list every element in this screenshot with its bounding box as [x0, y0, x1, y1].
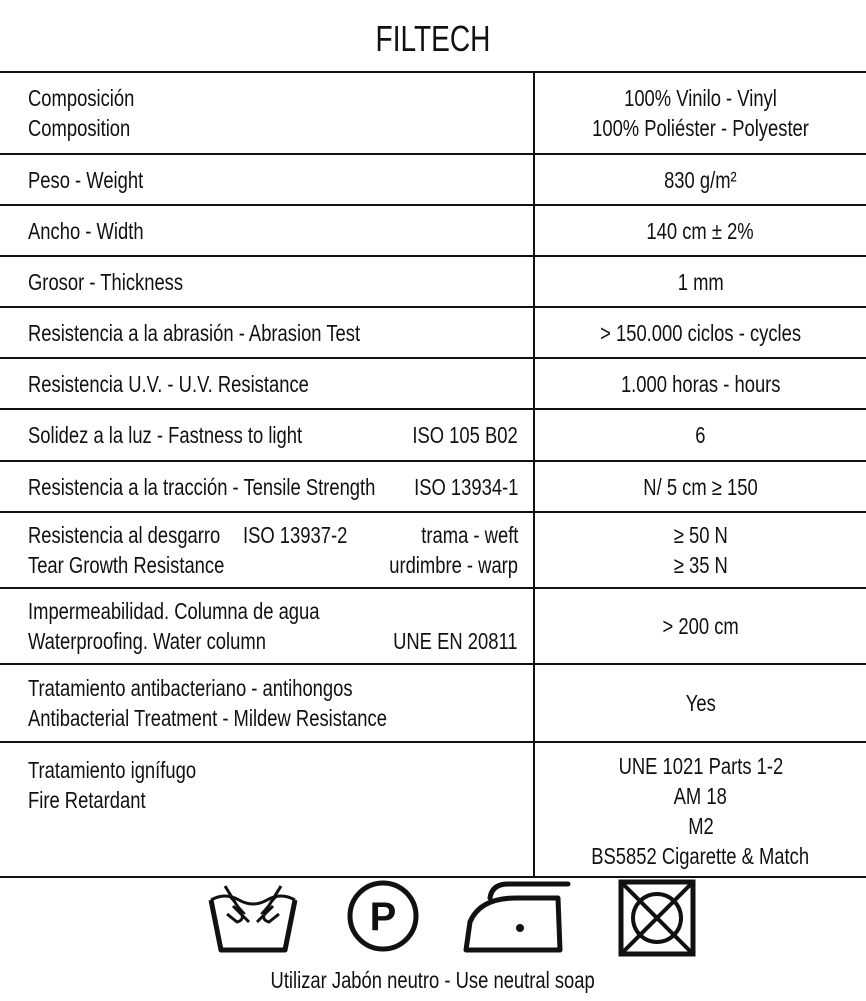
- value-line: 1 mm: [677, 268, 724, 295]
- value-line: 140 cm ± 2%: [646, 217, 755, 244]
- norm-code: ISO 105 B02: [412, 422, 518, 448]
- row-label: [28, 308, 528, 357]
- value-line: 1.000 horas - hours: [620, 370, 781, 397]
- label: Resistencia a la tracción - Tensile Strength: [28, 473, 376, 500]
- value-line: BS5852 Cigarette & Match: [591, 843, 810, 869]
- value-line: 100% Poliéster - Polyester: [592, 115, 809, 141]
- label-en: Composition: [28, 115, 131, 141]
- norm-code: ISO 13934-1: [413, 473, 518, 500]
- table-row-antibacterial: [0, 663, 866, 741]
- row-value: [535, 359, 866, 408]
- row-value: [535, 743, 866, 876]
- row-value: [535, 206, 866, 255]
- label-en: Fire Retardant: [28, 787, 146, 813]
- value-line: 830 g/m²: [664, 166, 737, 193]
- row-label: [28, 462, 528, 511]
- spec-table: [0, 71, 866, 878]
- value-line: 100% Vinilo - Vinyl: [624, 85, 777, 111]
- label: Peso - Weight: [28, 166, 144, 193]
- dry-clean-p-icon: [345, 878, 421, 954]
- row-label: [28, 206, 528, 255]
- row-value: [535, 462, 866, 511]
- row-label: [28, 743, 528, 876]
- sub-label-weft: trama - weft: [420, 522, 518, 548]
- row-value: [535, 155, 866, 204]
- label-es: Impermeabilidad. Columna de agua: [28, 598, 320, 624]
- value-line: > 200 cm: [662, 613, 739, 639]
- row-value: [535, 410, 866, 460]
- table-row-composition: [0, 71, 866, 153]
- row-label: [28, 589, 528, 663]
- row-label: [28, 359, 528, 408]
- sub-label-warp: urdimbre - warp: [389, 552, 518, 578]
- value-line: AM 18: [673, 783, 728, 809]
- label: Resistencia U.V. - U.V. Resistance: [28, 370, 309, 397]
- label-en: Waterproofing. Water column: [28, 628, 266, 654]
- table-row-uv-resistance: [0, 357, 866, 408]
- row-value: [535, 308, 866, 357]
- label-es: Composición: [28, 85, 135, 111]
- row-label: [28, 73, 528, 153]
- hand-wash-icon: [205, 878, 301, 958]
- norm-code: ISO 13937-2: [243, 522, 348, 548]
- iron-low-heat-icon: [460, 878, 572, 958]
- label-es: Tratamiento antibacteriano - antihongos: [28, 675, 353, 701]
- norm-code: UNE EN 20811: [393, 628, 518, 654]
- label: Ancho - Width: [28, 217, 144, 244]
- label: Solidez a la luz - Fastness to light: [28, 422, 303, 448]
- label-en: Antibacterial Treatment - Mildew Resistance: [28, 705, 387, 731]
- row-label: [28, 257, 528, 306]
- table-row-abrasion: [0, 306, 866, 357]
- value-line: > 150.000 ciclos - cycles: [600, 319, 801, 346]
- table-row-waterproofing: [0, 587, 866, 663]
- row-label: [28, 513, 528, 587]
- value-line: M2: [687, 813, 714, 839]
- label-es: Tratamiento ignífugo: [28, 757, 197, 783]
- row-label: [28, 665, 528, 741]
- footer-text: Utilizar Jabón neutro - Use neutral soap: [270, 967, 596, 993]
- row-value: [535, 589, 866, 663]
- value-line: Yes: [685, 690, 716, 716]
- label-en: Tear Growth Resistance: [28, 552, 225, 578]
- value-line: ≥ 35 N: [673, 552, 728, 578]
- label: Resistencia a la abrasión - Abrasion Test: [28, 319, 361, 346]
- table-row-tensile: [0, 460, 866, 511]
- footer-note: [0, 965, 866, 995]
- row-label: [28, 155, 528, 204]
- row-value: [535, 257, 866, 306]
- row-value: [535, 513, 866, 587]
- label-es: Resistencia al desgarro: [28, 522, 221, 548]
- table-row-fire-retardant: [0, 741, 866, 878]
- svg-text:P: P: [369, 895, 397, 939]
- value-line: UNE 1021 Parts 1-2: [618, 753, 783, 779]
- table-row-thickness: [0, 255, 866, 306]
- table-row-tear: [0, 511, 866, 587]
- label: Grosor - Thickness: [28, 268, 184, 295]
- care-icons: [0, 872, 866, 962]
- table-row-width: [0, 204, 866, 255]
- table-row-fastness: [0, 408, 866, 460]
- row-value: [535, 665, 866, 741]
- value-line: ≥ 50 N: [673, 522, 728, 548]
- row-label: [28, 410, 528, 460]
- row-value: [535, 73, 866, 153]
- do-not-tumble-dry-icon: [617, 878, 697, 958]
- value-line: N/ 5 cm ≥ 150: [643, 473, 758, 500]
- value-line: 6: [695, 422, 706, 448]
- page-title: FILTECH: [375, 18, 491, 59]
- table-row-weight: [0, 153, 866, 204]
